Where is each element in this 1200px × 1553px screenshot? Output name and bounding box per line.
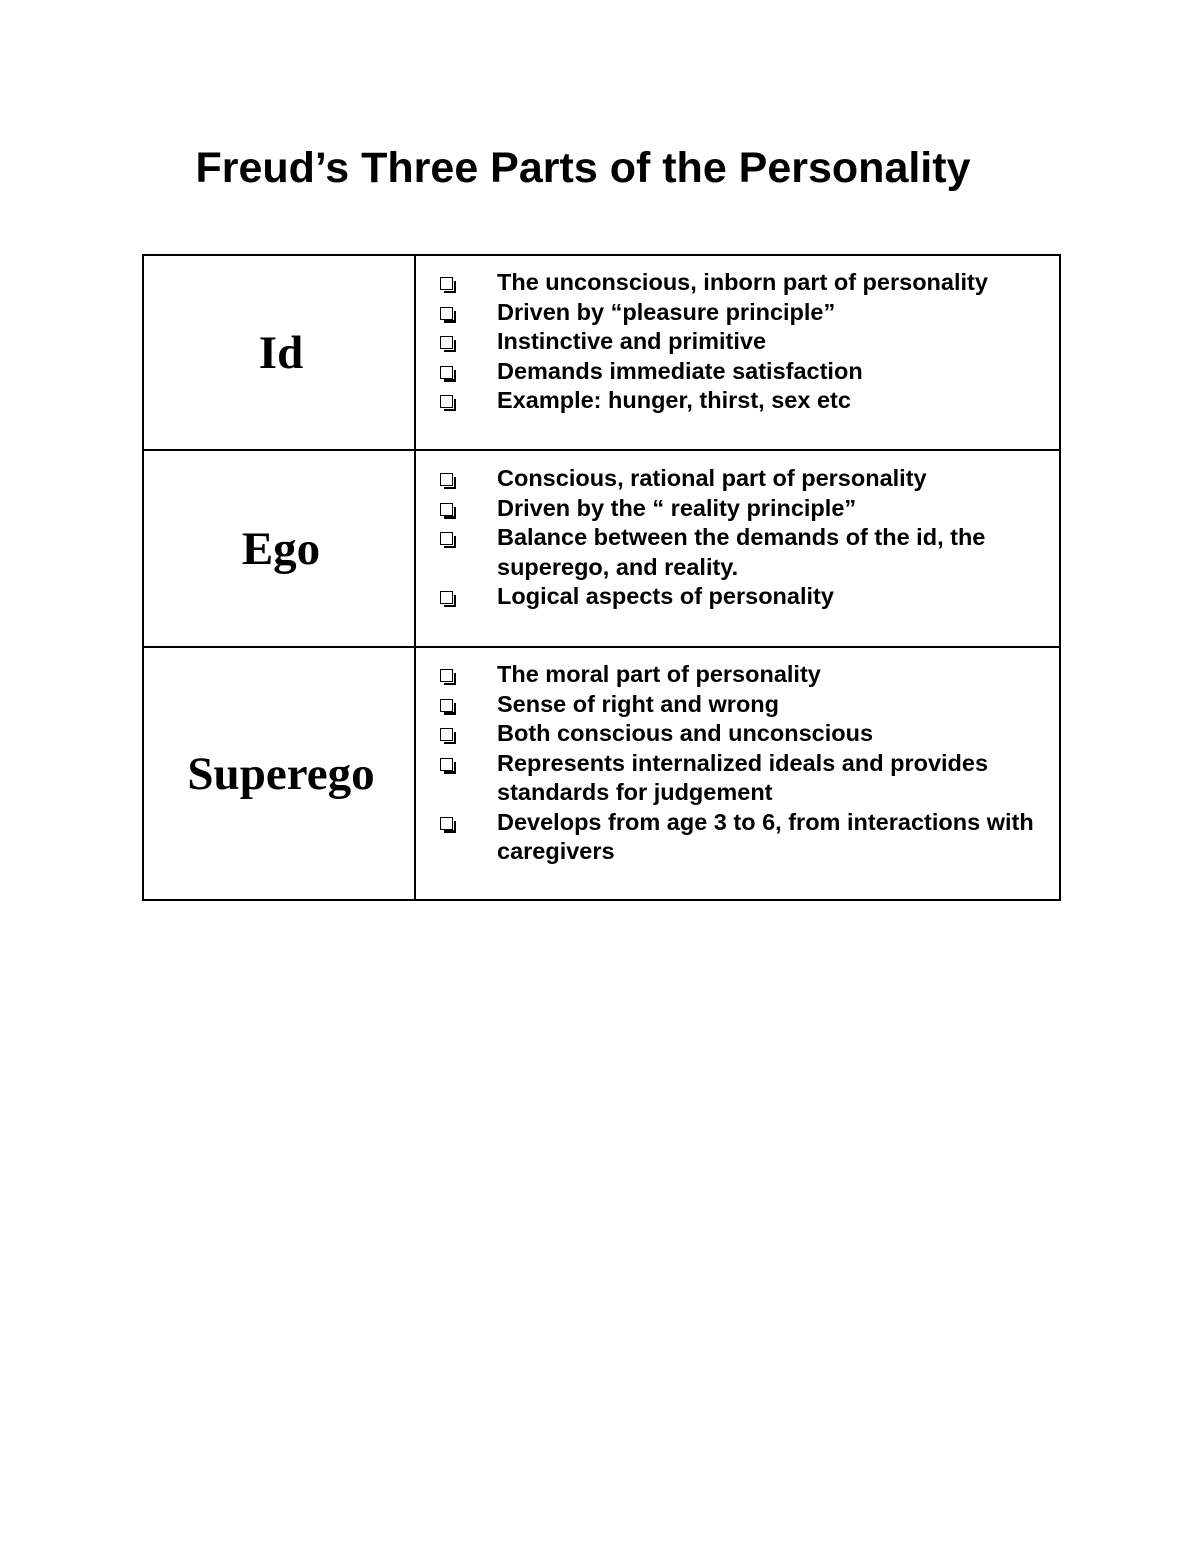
checkbox-icon <box>440 473 453 486</box>
list-item: Driven by the “ reality principle” <box>438 494 1039 524</box>
table-row-id <box>143 255 1060 450</box>
list-item: Instinctive and primitive <box>438 327 1039 357</box>
checkbox-icon <box>440 307 453 320</box>
checkbox-icon <box>440 336 453 349</box>
list-item: Logical aspects of personality <box>438 582 1039 612</box>
bullet-list-ego <box>416 451 1059 612</box>
term-cell-ego <box>143 450 415 647</box>
checkbox-icon <box>440 503 453 516</box>
personality-parts-table <box>142 254 1061 901</box>
list-item: Example: hunger, thirst, sex etc <box>438 386 1039 416</box>
term-superego: Superego <box>187 747 375 800</box>
checkbox-icon <box>440 758 453 771</box>
term-cell-id <box>143 255 415 450</box>
description-cell-ego <box>415 450 1060 647</box>
list-item: Demands immediate satisfaction <box>438 357 1039 387</box>
table-row-ego <box>143 450 1060 647</box>
term-ego: Ego <box>241 522 321 575</box>
list-item: Both conscious and unconscious <box>438 719 1039 749</box>
description-cell-superego <box>415 647 1060 900</box>
checkbox-icon <box>440 532 453 545</box>
list-item: Balance between the demands of the id, the superego, and reality. <box>438 523 1039 582</box>
list-item: The unconscious, inborn part of personality <box>438 268 1039 298</box>
checkbox-icon <box>440 277 453 290</box>
checkbox-icon <box>440 395 453 408</box>
list-item: Driven by “pleasure principle” <box>438 298 1039 328</box>
checkbox-icon <box>440 669 453 682</box>
list-item: Develops from age 3 to 6, from interactions with caregivers <box>438 808 1039 867</box>
list-item: Sense of right and wrong <box>438 690 1039 720</box>
list-item: The moral part of personality <box>438 660 1039 690</box>
checkbox-icon <box>440 728 453 741</box>
table-row-superego <box>143 647 1060 900</box>
checkbox-icon <box>440 817 453 830</box>
checkbox-icon <box>440 366 453 379</box>
list-item: Conscious, rational part of personality <box>438 464 1039 494</box>
bullet-list-id <box>416 256 1059 416</box>
bullet-list-superego <box>416 648 1059 867</box>
description-cell-id <box>415 255 1060 450</box>
checkbox-icon <box>440 699 453 712</box>
list-item: Represents internalized ideals and provides standards for judgement <box>438 749 1039 808</box>
term-id: Id <box>258 326 304 379</box>
term-cell-superego <box>143 647 415 900</box>
checkbox-icon <box>440 591 453 604</box>
page-title: Freud’s Three Parts of the Personality <box>195 144 971 192</box>
